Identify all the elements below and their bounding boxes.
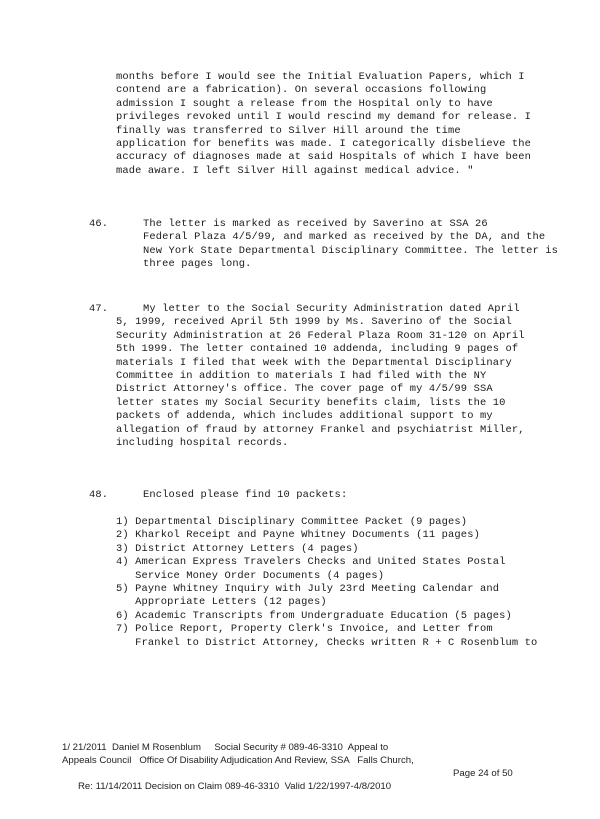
paragraph-line: My letter to the Social Security Administration dated April [143, 303, 520, 315]
paragraph-line: Enclosed please find 10 packets: [143, 489, 348, 501]
footer-line-1: 1/ 21/2011 Daniel M Rosenblum Social Security # 089-46-3310 Appeal to [62, 742, 389, 753]
packet-list-item: 7) Police Report, Property Clerk's Invoice, and Letter from [116, 623, 493, 636]
paragraph-47-body [116, 303, 525, 450]
paragraph-number: 46. [89, 218, 109, 230]
paragraph-line: Committee in addition to materials I had filed with the NY [116, 369, 487, 382]
paragraph-line: District Attorney's office. The cover page of my 4/5/99 SSA [116, 383, 493, 396]
paragraph-line: allegation of fraud by attorney Frankel and psychiatrist Miller, [116, 423, 525, 436]
quote-line: months before I would see the Initial Evaluation Papers, which I [116, 71, 525, 83]
quote-line: made aware. I left Silver Hill against medical advice. " [116, 164, 474, 177]
paragraph-line: 5, 1999, received April 5th 1999 by Ms. Saverino of the Social [116, 316, 512, 329]
packet-list-item: 6) Academic Transcripts from Undergraduate Education (5 pages) [116, 609, 512, 622]
footer-line-3: Re: 11/14/2011 Decision on Claim 089-46-3310 Valid 1/22/1997-4/8/2010 [78, 781, 392, 792]
page-footer [62, 741, 582, 792]
packet-list-item: Appropriate Letters (12 pages) [116, 596, 327, 609]
packet-list-item: 2) Kharkol Receipt and Payne Whitney Documents (11 pages) [116, 529, 480, 542]
paragraph-line: including hospital records. [116, 436, 289, 449]
paragraph-line: Security Administration at 26 Federal Plaza Room 31-120 on April [116, 329, 525, 342]
paragraph-line: materials I filed that week with the Departmental Disciplinary [116, 356, 512, 369]
packet-list-item: 3) District Attorney Letters (4 pages) [116, 542, 359, 555]
paragraph-line: New York State Departmental Disciplinary Committee. The letter is [143, 244, 559, 257]
quote-line: contend are a fabrication). On several occasions following [116, 84, 487, 97]
packet-list-item: Service Money Order Documents (4 pages) [116, 569, 385, 582]
footer-line-2: Appeals Council Office Of Disability Adjudication And Review, SSA Falls Church, [62, 755, 414, 766]
paragraph-line: letter states my Social Security benefits claim, lists the 10 [116, 396, 506, 409]
paragraph-number: 48. [89, 489, 109, 501]
packet-list-item: 4) American Express Travelers Checks and United States Postal [116, 556, 506, 569]
paragraph-46-body [143, 218, 558, 272]
paragraph-48-body [143, 489, 347, 502]
quote-line: accuracy of diagnoses made at said Hospitals of which I have been [116, 151, 532, 164]
page-number: Page 24 of 50 [453, 768, 513, 779]
quote-line: privileges revoked until I would rescind my demand for release. I [116, 111, 532, 124]
packet-list-item: 1) Departmental Disciplinary Committee Packet (9 pages) [116, 516, 468, 528]
packet-list [116, 516, 537, 650]
paragraph-line: The letter is marked as received by Saverino at SSA 26 [143, 218, 488, 230]
paragraph-line: packets of addenda, which includes additional support to my [116, 410, 493, 423]
paragraph-number: 47. [89, 303, 109, 315]
packet-list-item: Frankel to District Attorney, Checks written R + C Rosenblum to [116, 636, 538, 649]
paragraph-line: three pages long. [143, 258, 252, 271]
quote-line: admission I sought a release from the Hospital only to have [116, 97, 493, 110]
paragraph-line: 5th 1999. The letter contained 10 addenda, including 9 pages of [116, 343, 519, 356]
quote-line: finally was transferred to Silver Hill around the time [116, 124, 461, 137]
packet-list-item: 5) Payne Whitney Inquiry with July 23rd Meeting Calendar and [116, 582, 500, 595]
footer-line-3-row [62, 767, 582, 792]
quote-block [116, 71, 531, 178]
paragraph-line: Federal Plaza 4/5/99, and marked as received by the DA, and the [143, 231, 546, 244]
quote-line: application for benefits was made. I categorically disbelieve the [116, 137, 532, 150]
